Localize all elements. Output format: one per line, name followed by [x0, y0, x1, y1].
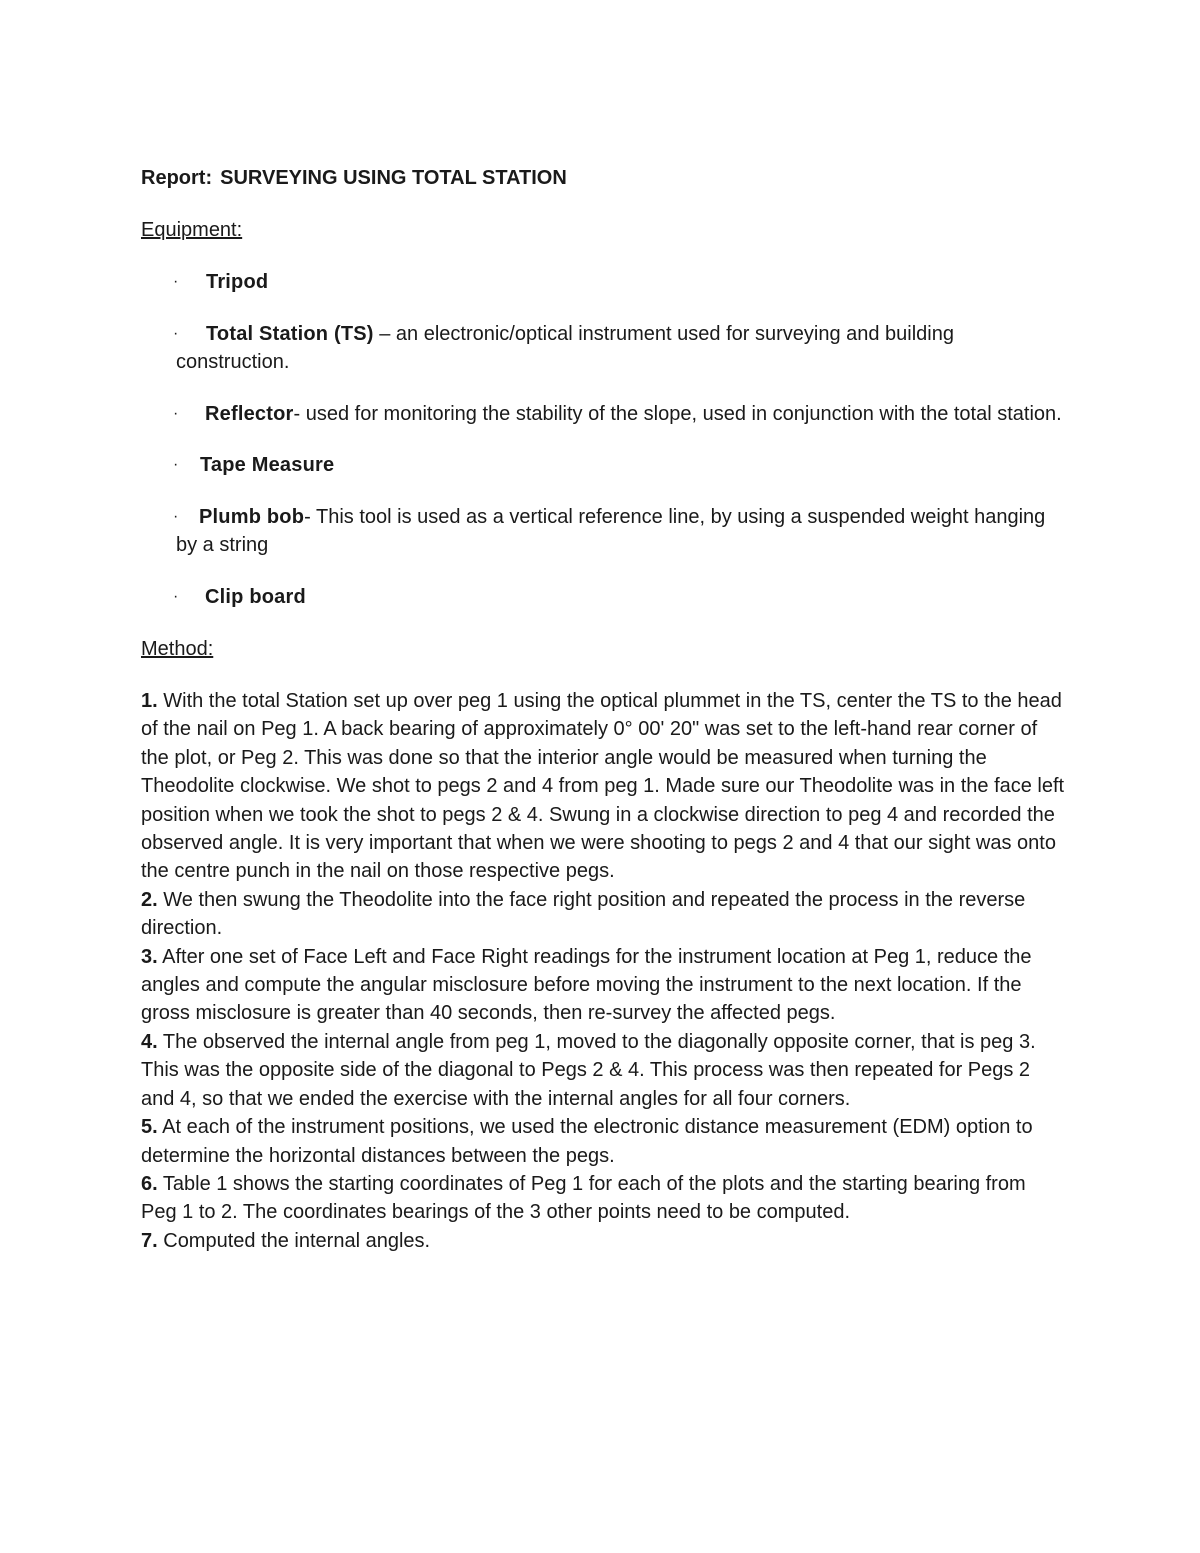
equipment-description: - used for monitoring the stability of the slope, used in conjunction with the total station. — [293, 402, 1062, 425]
step-number: 1. — [141, 690, 158, 712]
equipment-item-reflector — [141, 400, 1066, 429]
equipment-item-tripod — [141, 268, 1066, 297]
bullet-icon: · — [173, 507, 179, 525]
step-number: 7. — [141, 1229, 158, 1252]
method-step-1 — [141, 687, 1066, 886]
step-text: At each of the instrument positions, we used the electronic distance measurement (EDM) option to determine the horizontal distances between the pegs. — [141, 1116, 1033, 1167]
step-text: The observed the internal angle from peg 1, moved to the diagonally opposite corner, that is peg 3. This was the opposite side of the diagonal to Pegs 2 & 4. This process was then repeated for Pegs 2 and 4, so that we ended the exercise with the internal angles for all four corners. — [141, 1030, 1036, 1110]
equipment-name: Tape Measure — [200, 454, 335, 476]
equipment-name: Tripod — [206, 271, 269, 293]
method-step-5 — [141, 1113, 1066, 1170]
bullet-icon: · — [173, 456, 179, 473]
step-text: Table 1 shows the starting coordinates of Peg 1 for each of the plots and the starting bearing from Peg 1 to 2. The coordinates bearings of the 3 other points need to be computed. — [141, 1172, 1026, 1224]
step-number: 3. — [141, 945, 158, 968]
title-prefix: Report: — [141, 167, 213, 189]
method-step-4 — [141, 1028, 1066, 1113]
equipment-description: – an electronic/optical instrument used for surveying and building construction. — [176, 322, 954, 373]
equipment-item-plumb-bob — [141, 503, 1066, 560]
method-heading: Method: — [141, 638, 214, 660]
equipment-name: Clip board — [205, 585, 306, 608]
method-steps — [141, 687, 1066, 1255]
step-text: Computed the internal angles. — [157, 1229, 431, 1252]
equipment-heading: Equipment: — [141, 219, 243, 241]
method-step-2 — [141, 886, 1066, 943]
step-number: 5. — [141, 1116, 158, 1139]
bullet-icon: · — [173, 587, 179, 605]
title-main: SURVEYING USING TOTAL STATION — [220, 167, 567, 189]
equipment-item-total-station — [141, 320, 1066, 377]
report-title — [141, 164, 1066, 192]
method-step-7 — [141, 1227, 1066, 1255]
equipment-item-tape-measure — [141, 451, 1066, 480]
bullet-icon: · — [173, 404, 179, 422]
equipment-description: - This tool is used as a vertical reference line, by using a suspended weight hanging by a string — [176, 505, 1046, 556]
method-step-3 — [141, 943, 1066, 1028]
equipment-name: Plumb bob — [199, 505, 305, 528]
equipment-name: Total Station (TS) — [206, 322, 374, 345]
equipment-item-clip-board — [141, 583, 1066, 612]
step-number: 2. — [141, 888, 158, 911]
equipment-list — [141, 268, 1066, 611]
document-body — [141, 164, 1066, 1255]
step-text: After one set of Face Left and Face Right readings for the instrument location at Peg 1, reduce the angles and compute the angular misclosure before moving the instrument to the next location. If the gross misclosure is greater than 40 seconds, then re-survey the affected pegs. — [141, 945, 1032, 1025]
step-text: We then swung the Theodolite into the face right position and repeated the process in the reverse direction. — [141, 888, 1026, 940]
step-number: 6. — [141, 1172, 158, 1195]
step-text: With the total Station set up over peg 1 using the optical plummet in the TS, center the TS to the head of the nail on Peg 1. A back bearing of approximately 0° 00' 20" was set to the left-hand rear corner of the plot, or Peg 2. This was done so that the interior angle would be measured when turning the Theodolite clockwise. We shot to pegs 2 and 4 from peg 1. Made sure our Theodolite was in the face left position when we took the shot to pegs 2 & 4. Swung in a clockwise direction to peg 4 and recorded the observed angle. It is very important that when we were shooting to pegs 2 and 4 that our sight was onto the centre punch in the nail on those respective pegs. — [141, 690, 1065, 883]
step-number: 4. — [141, 1030, 158, 1053]
bullet-icon: · — [173, 273, 179, 290]
equipment-name: Reflector — [205, 402, 294, 425]
method-step-6 — [141, 1170, 1066, 1227]
bullet-icon: · — [173, 324, 179, 342]
